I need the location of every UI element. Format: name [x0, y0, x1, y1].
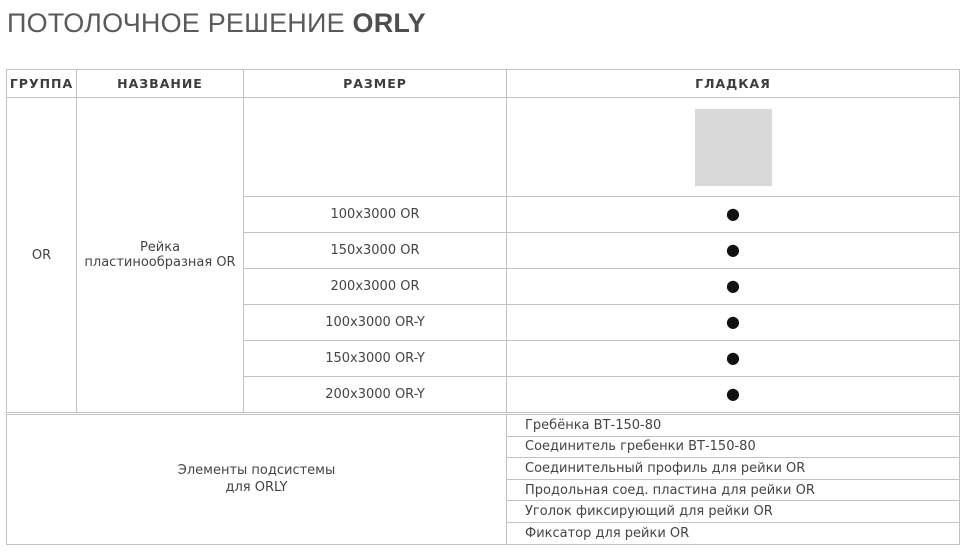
availability-cell — [507, 197, 960, 233]
header-smooth: ГЛАДКАЯ — [507, 70, 960, 98]
header-name: НАЗВАНИЕ — [77, 70, 244, 98]
name-cell — [77, 98, 244, 413]
availability-cell — [507, 269, 960, 305]
size-cell: 150x3000 OR — [244, 233, 507, 269]
subsystem-item: Фиксатор для рейки OR — [507, 522, 960, 544]
swatch-cell — [507, 98, 960, 197]
bullet-icon: ● — [726, 384, 740, 403]
group-cell: OR — [7, 98, 77, 413]
subsystem-item: Соединительный профиль для рейки OR — [507, 458, 960, 480]
table-row — [7, 415, 960, 437]
header-size: РАЗМЕР — [244, 70, 507, 98]
size-cell: 100x3000 OR-Y — [244, 305, 507, 341]
header-row — [7, 70, 960, 98]
bullet-icon: ● — [726, 312, 740, 331]
size-empty-cell — [244, 98, 507, 197]
availability-cell — [507, 341, 960, 377]
subsystem-label-cell — [7, 415, 507, 545]
availability-cell — [507, 377, 960, 413]
subsystem-item: Уголок фиксирующий для рейки OR — [507, 501, 960, 523]
subsystem-table — [6, 414, 960, 545]
name-line-1: Рейка — [139, 240, 181, 255]
subsystem-label-line-1: Элементы подсистемы — [177, 463, 336, 479]
subsystem-label-line-2: для ORLY — [225, 480, 288, 496]
availability-cell — [507, 305, 960, 341]
size-cell: 100x3000 OR — [244, 197, 507, 233]
bullet-icon: ● — [726, 240, 740, 259]
product-table — [6, 69, 960, 413]
page-title — [7, 8, 426, 39]
smooth-swatch-image — [695, 109, 772, 186]
bullet-icon: ● — [726, 348, 740, 367]
page-title-regular: ПОТОЛОЧНОЕ РЕШЕНИЕ — [7, 8, 345, 38]
page-title-bold: ORLY — [352, 8, 426, 38]
bullet-icon: ● — [726, 204, 740, 223]
size-cell: 200x3000 OR — [244, 269, 507, 305]
subsystem-item: Соединитель гребенки ВТ-150-80 — [507, 436, 960, 458]
availability-cell — [507, 233, 960, 269]
size-cell: 200x3000 OR-Y — [244, 377, 507, 413]
table-row — [7, 98, 960, 197]
subsystem-item: Гребёнка ВТ-150-80 — [507, 415, 960, 437]
bullet-icon: ● — [726, 276, 740, 295]
header-group: ГРУППА — [7, 70, 77, 98]
subsystem-item: Продольная соед. пластина для рейки OR — [507, 479, 960, 501]
size-cell: 150x3000 OR-Y — [244, 341, 507, 377]
name-line-2: пластинообразная OR — [84, 255, 236, 270]
